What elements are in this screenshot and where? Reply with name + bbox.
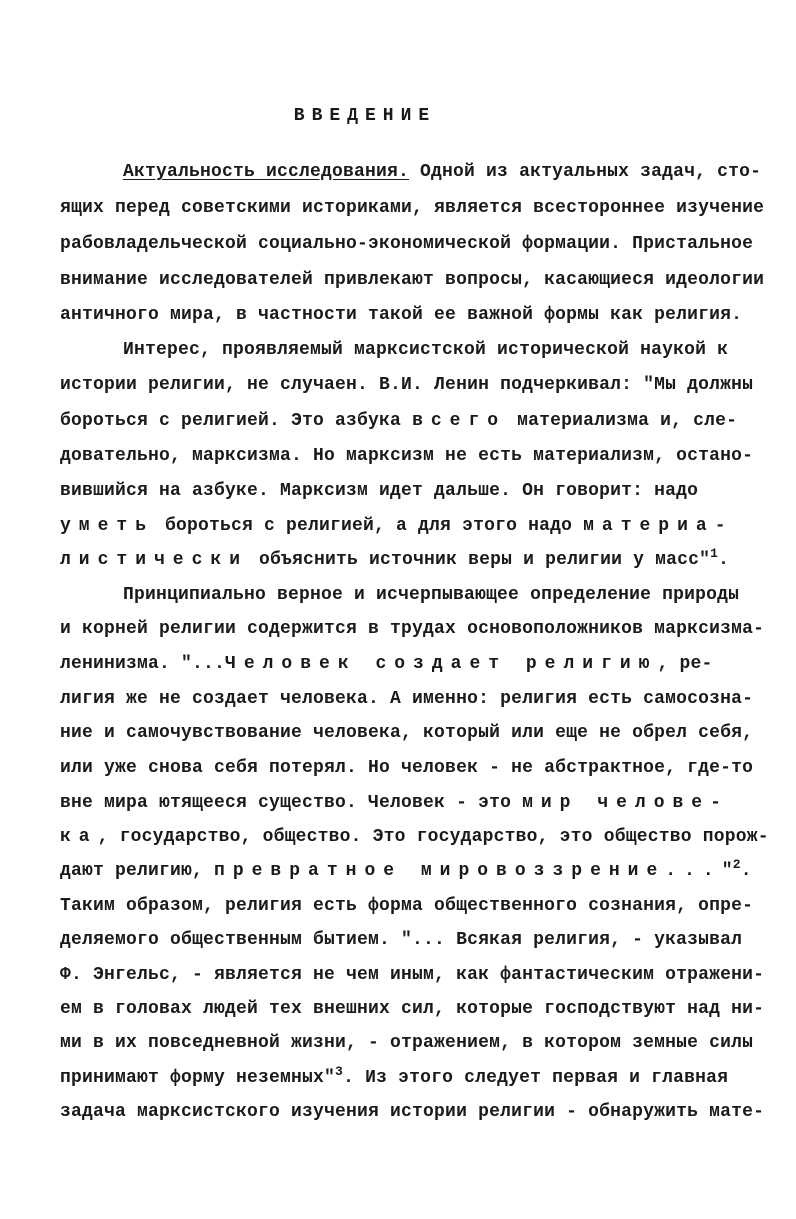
text-line: Принципиально верное и исчерпывающее определение природы xyxy=(123,585,740,605)
text-line: внимание исследователей привлекают вопросы, касающиеся идеологии xyxy=(60,270,765,290)
text-line: ящих перед советскими историками, является всестороннее изучение xyxy=(60,198,765,218)
text-line: ленинизма. "...Человек создает религию, ре- xyxy=(60,654,713,674)
text-line: и корней религии содержится в трудах основоположников марксизма- xyxy=(60,619,765,639)
text-line: уметь бороться с религией, а для этого надо материа- xyxy=(60,516,734,536)
spaced-emphasis: Человек создает религию xyxy=(225,654,658,674)
text-line: вне мира ютящееся существо. Человек - это мир челове- xyxy=(60,793,729,813)
text-line: лигия же не создает человека. А именно: религия есть самосозна- xyxy=(60,689,754,709)
text-line: истории религии, не случаен. В.И. Ленин подчеркивал: "Мы должны xyxy=(60,375,754,395)
text-line: Ф. Энгельс, - является не чем иным, как фантастическим отражени- xyxy=(60,965,765,985)
footnote-ref: 1 xyxy=(710,546,719,561)
spaced-emphasis: мир челове- xyxy=(522,793,729,813)
text-line: ми в их повседневной жизни, - отражением, в котором земные силы xyxy=(60,1033,754,1053)
text-line: задача марксистского изучения истории религии - обнаружить мате- xyxy=(60,1102,765,1122)
text-line: листически объяснить источник веры и религии у масс"$^1$. xyxy=(60,546,730,570)
text-line: бороться с религией. Это азбука всего материализма и, сле- xyxy=(60,411,738,431)
spaced-emphasis: листически xyxy=(60,550,249,570)
section-heading: Актуальность исследования. xyxy=(123,162,410,182)
footnote-ref: 2 xyxy=(732,857,741,872)
text-line: принимают форму неземных"$^3$. Из этого следует первая и главная xyxy=(60,1064,729,1088)
text-line: деляемого общественным бытием. "... Всякая религия, - указывал xyxy=(60,930,743,950)
text-line: ка, государство, общество. Это государство, это общество порож- xyxy=(60,827,769,847)
text-line: рабовладельческой социально-экономической формации. Пристальное xyxy=(60,234,754,254)
text-line: античного мира, в частности такой ее важной формы как религия. xyxy=(60,305,743,325)
spaced-emphasis: всего xyxy=(412,411,507,431)
text-line: или уже снова себя потерял. Но человек - не абстрактное, где-то xyxy=(60,758,754,778)
text-line: Интерес, проявляемый марксистской исторической наукой к xyxy=(123,340,729,360)
text-line: дают религию, превратное мировоззрение..."$^2$. xyxy=(60,857,752,881)
text-line: довательно, марксизма. Но марксизм не есть материализм, остано- xyxy=(60,446,754,466)
text-line: ем в головах людей тех внешних сил, которые господствуют над ни- xyxy=(60,999,765,1019)
spaced-emphasis: уметь xyxy=(60,516,155,536)
text-line: ние и самочувствование человека, который или еще не обрел себя, xyxy=(60,723,754,743)
footnote-ref: 3 xyxy=(335,1064,344,1079)
page-title: ВВЕДЕНИЕ xyxy=(293,106,437,126)
text-line: Таким образом, религия есть форма общественного сознания, опре- xyxy=(60,896,754,916)
spaced-emphasis: превратное мировоззрение... xyxy=(214,861,722,881)
spaced-emphasis: ка xyxy=(60,827,98,847)
text-line: вившийся на азбуке. Марксизм идет дальше. Он говорит: надо xyxy=(60,481,699,501)
text-line: Актуальность исследования. Одной из актуальных задач, сто- xyxy=(123,162,762,182)
spaced-emphasis: материа- xyxy=(583,516,734,536)
